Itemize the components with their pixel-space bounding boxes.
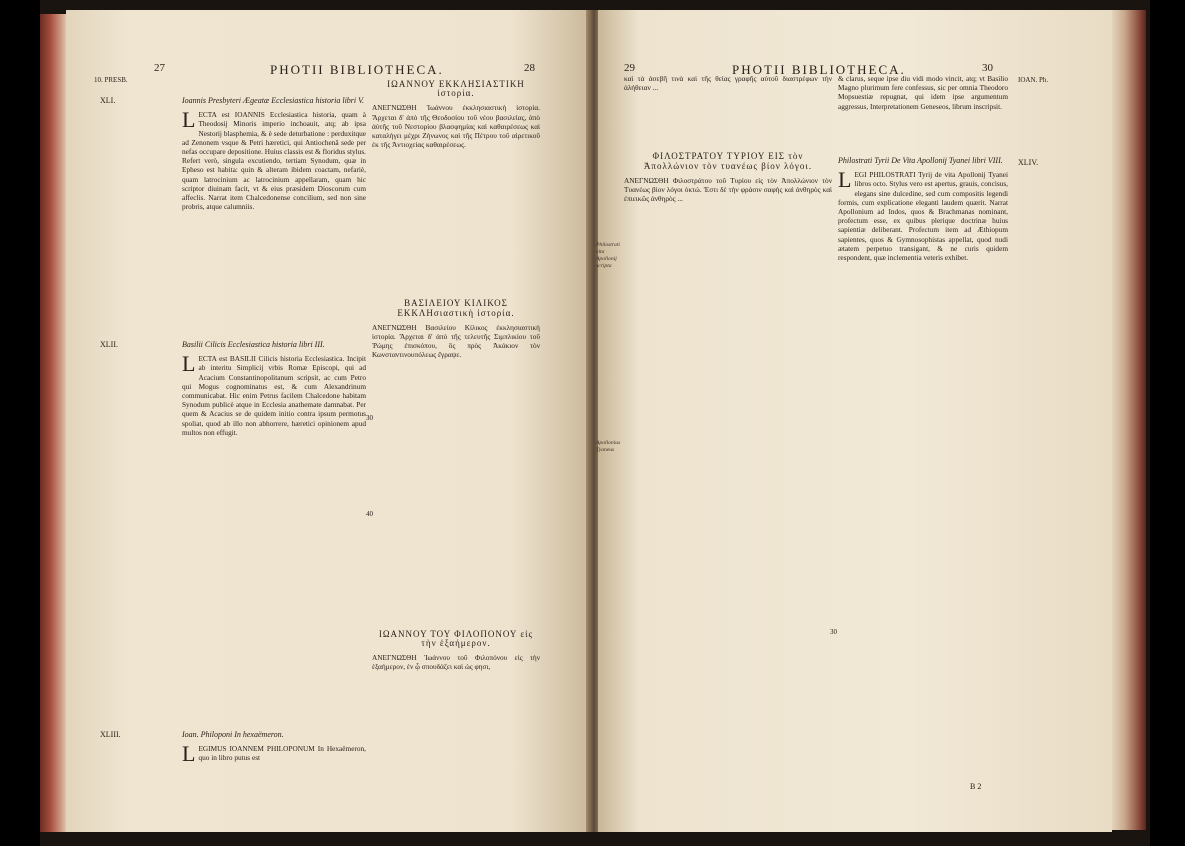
drop-cap: L [838, 167, 852, 193]
greek-heading-philostratus: ΦΙΛΟΣΤΡΑΤΟΥ ΤΥΡΙΟΥ ΕΙΣ τὸν Ἀπολλώνιον τὸν τυανέως βίον λόγοι. [643, 151, 813, 171]
section-text-42: ECTA est BASILII Cilicis historia Ecclesiastica. Incipit ab interitu Simplicij vrbis Romæ Episcopi, qui ad Acacium Constantinopolitanum scripsit, ac cum Petro qui Mogus cognominatus est, & cum Alexandrinum communicabat. Hic enim Petrus facilem Chalcedone habitam Synodum publicè atque in Ecclesia anathemate damnabat. Per quem & Acacius se de quidem initio contra ipsum permotus spoliat, quod ab illo non abhorrere, hæretici opinionem apud multos non effugit. [182, 354, 366, 437]
right-column-latin-2 [838, 152, 1008, 792]
section-title-42: Basilii Cilicis Ecclesiastica historia libri III. [182, 340, 325, 349]
right-page [598, 10, 1112, 832]
page-number-29: 29 [624, 62, 635, 74]
left-column-latin-2 [182, 336, 366, 596]
greek-heading-1: ΙΩΑΝΝΟΥ ΕΚΚΛΗΣΙΑΣΤΙΚΗ ἱστορία. [387, 79, 525, 99]
section-title-41: Ioannis Presbyteri Ægeatæ Ecclesiastica historia libri V. [182, 96, 364, 105]
top-right-label: IOAN. Ph. [1018, 76, 1049, 84]
left-page-header: PHOTII BIBLIOTHECA. [270, 62, 444, 77]
greek-text-3: ΑΝΕΓΝΩΣΘΗ Ἰωάννου τοῦ Φιλοπόνου εἰς τὴν ἑξαήμερον, ἐν ᾧ σπουδάζει καὶ ὡς φησι, [372, 653, 540, 672]
drop-cap: L [182, 351, 196, 377]
page-number-28: 28 [524, 62, 535, 74]
book-edge-left [40, 14, 68, 832]
greek-text-1: ΑΝΕΓΝΩΣΘΗ Ἰωάννου ἐκκλησιαστικὴ ἱστορία. Ἄρχεται δ' ἀπὸ τῆς Θεοδοσίου τοῦ νέου βασιλείας, ἀπὸ ἀὐτῆς τοῦ Νεστορίου βλασφημίας καὶ καθαιρέσεως καὶ καταλήγει μέχρι Ζήνωνος καὶ τῆς Πέτρου τοῦ αἱρετικοῦ ἐκ τῆς Ἀντιοχείας καθαιρέσεως. [372, 103, 540, 150]
right-page-header: PHOTII BIBLIOTHECA. [732, 62, 906, 77]
drop-cap: L [182, 741, 196, 767]
greek-text-2: ΑΝΕΓΝΩΣΘΗ Βασιλείου Κίλικος ἐκκλησιαστικὴ ἱστορία. Ἄρχεται δ' ἀπὸ τῆς τελευτῆς Σιμπλικίου τοῦ Ῥώμης ἐπισκόπου, ὃς πρὸς Ἀκάκιον τὸν Κωνσταντινουπόλεως ἔγραψε. [372, 322, 540, 360]
signature-mark: B 2 [970, 782, 982, 791]
section-title-44: Philostrati Tyrii De Vita Apollonij Tyanei libri VIII. [838, 156, 1003, 165]
right-column-greek [624, 74, 832, 794]
drop-cap: L [182, 107, 196, 133]
page-number-27: 27 [154, 62, 165, 74]
latin-intro: & clarus, seque ipse diu vidi modo vincit, atq; vt Basilio Magno plurimum fere confessus, sic per omnia Theodoro Mopsuestiæ repugnat, qui idem ipse argumentum aggressus, Interpretationem Geneseos, librum inscripsit. [838, 74, 1008, 111]
left-column-latin-3 [182, 726, 366, 786]
section-number-43: XLIII. [100, 730, 121, 739]
section-number-44: XLIV. [1018, 158, 1039, 167]
greek-text-philostratus: ΑΝΕΓΝΩΣΘΗ Φιλοστράτου τοῦ Τυρίου εἰς τὸν Ἀπολλώνιον τὸν Τυανέως βίον λόγοι ὀκτώ. Ἐστι δὲ τὴν φράσιν σαφὴς καὶ ἀνθηρὸς καὶ ἐπιεικῶς ἀνθηρὸς ... [624, 175, 832, 204]
greek-heading-2: ΒΑΣΙΛΕΙΟΥ ΚΙΛΙΚΟΣ ΕΚΚΛΗσιαστικὴ ἱστορία. [397, 298, 515, 318]
margin-note-2: Apollonius Tyaneus [596, 440, 621, 453]
line-number-30-right: 30 [830, 628, 837, 636]
line-number-40: 40 [366, 510, 373, 518]
book-edge-right [1110, 10, 1146, 830]
greek-intro: καὶ τὰ ἀσεβῆ τινὰ καὶ τῆς θείας γραφῆς αὐτοῦ διαστρέφων τὴν ἀλήθειαν ... [624, 74, 832, 93]
section-text-43: EGIMUS IOANNEM PHILOPONUM In Hexaëmeron, quo in libro putus est [198, 744, 366, 763]
section-number-41: XLI. [100, 96, 116, 105]
left-column-greek [372, 76, 540, 796]
section-text-41: ECTA est IOANNIS Ecclesiastica historia, quam à Theodosij Minoris imperio inchoauit, atq; ab ipsa Nestorij blasphemia, & è sede deturbatione : perduxitque ad Zenonem vsque & Petri hæretici, qui Antiochenâ sede per nefas occupare depositione. Huius classis est & floridus stylus. Refert verò, singula excutiendo, tertiam Synodum, quæ in Epheso est habita: quin & alteram ibidem coactam, nefariè, quam latrocinium ac latrocinium appellaram, quam hic scriptor diuinam facit, vt & eius præsidem Dioscorum cum affeclis. Narrat item Chalcedonense concilium, sed non sine probris, atque calumniis. [182, 110, 366, 212]
page-number-30: 30 [982, 62, 993, 74]
left-page [66, 10, 590, 832]
greek-heading-3: ΙΩΑΝΝΟΥ ΤΟΥ ΦΙΛΟΠΟΝΟΥ εἰς τὴν ἑξαήμερον. [378, 628, 534, 648]
top-left-label: 10. PRESB. [94, 76, 128, 84]
left-column-latin [182, 92, 366, 332]
margin-note-1: Philostrati vita Apollonij scripta [596, 242, 620, 269]
line-number-30: 30 [366, 414, 373, 422]
section-text-44: EGI PHILOSTRATI Tyrij de vita Apollonij Tyanei libros octo. Stylus vero est apertus, grauis, concisus, elegans sine dulcedine, sed cum compositis legendi formis, cum explicatione eleganti laudem quærit. Narrat Apollonium ad Indos, quos & Brachmanas nominant, profectum esse, ex quibus plerique doctrinæ huius sapientiæ deliberant. Profectum item ad Æthiopum sapientes, quos & Gymnosophistas appellat, quod nudi ætatem perpetuo transigant, & ne curis quidem respondent, quæ inclementia veteris exhibet. [838, 170, 1008, 263]
section-number-42: XLII. [100, 340, 118, 349]
section-title-43: Ioan. Philoponi In hexaëmeron. [182, 730, 284, 739]
